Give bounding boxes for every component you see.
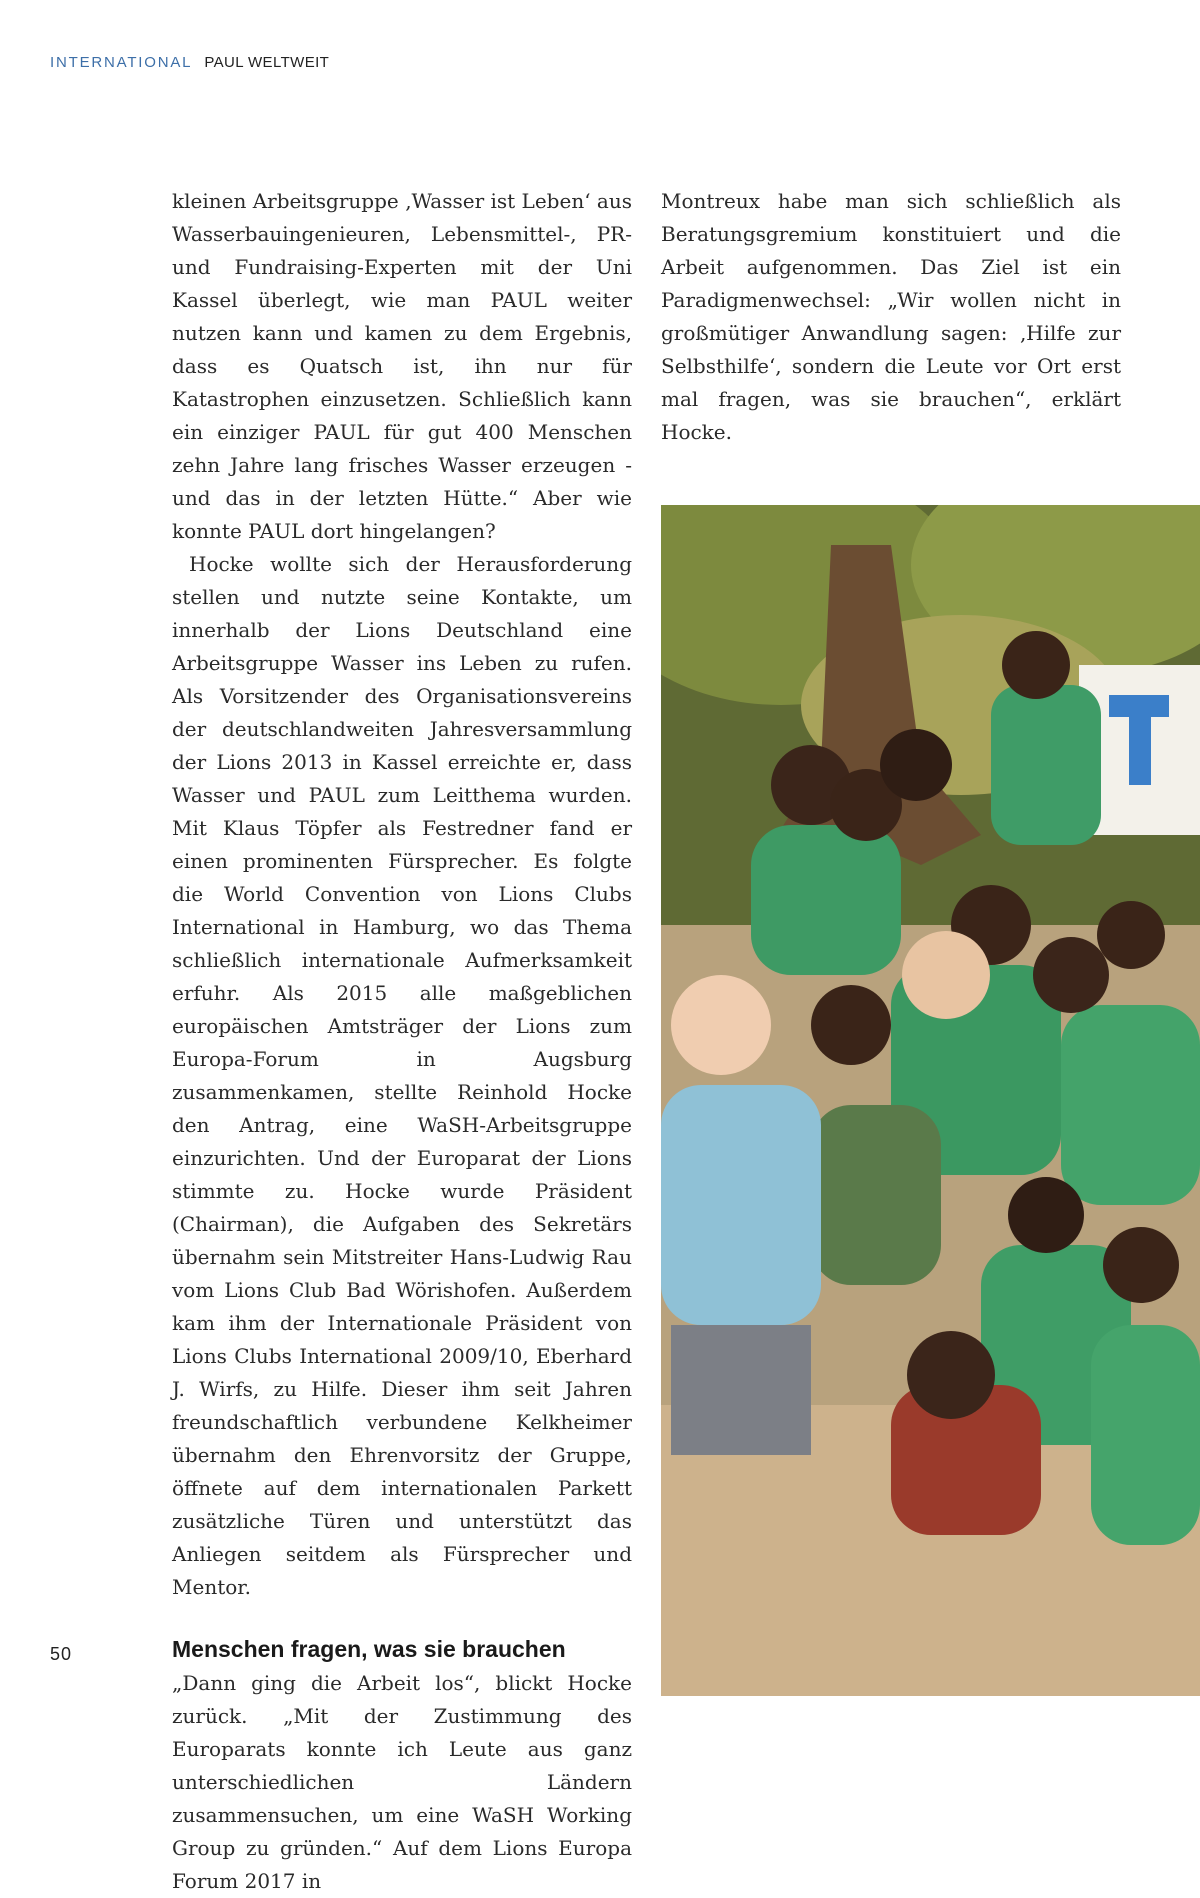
article-paragraph: „Dann ging die Arbeit los“, blickt Hocke zurück. „Mit der Zustimmung des Europarats konnte ich Leute aus ganz unterschiedlichen Ländern zusammensuchen, um eine WaSH Working Group zu gründen.“ Auf dem Lions Europa Forum 2017 in <box>172 1671 632 1893</box>
article-paragraph: Montreux habe man sich schließlich als Beratungsgremium konstituiert und die Arbeit aufgenommen. Das Ziel ist ein Paradigmenwechsel: „Wir wollen nicht in großmütiger Anwandlung sagen: ‚Hilfe zur Selbsthilfe‘, sondern die Leute vor Ort erst mal fragen, was sie brauchen“, erklärt Hocke. <box>661 189 1121 444</box>
section-label: INTERNATIONAL <box>50 54 193 71</box>
article-paragraph: Hocke wollte sich der Herausforderung stellen und nutzte seine Kontakte, um innerhalb der Lions Deutschland eine Arbeitsgruppe Wasser ins Leben zu rufen. Als Vorsitzender des Organisationsvereins der deutschlandweiten Jahresversammlung der Lions 2013 in Kassel erreichte er, dass Wasser und PAUL zum Leitthema wurden. Mit Klaus Töpfer als Festredner fand er einen prominenten Fürsprecher. Es folgte die World Convention von Lions Clubs International in Hamburg, wo das Thema schließlich internationale Aufmerksamkeit erfuhr. Als 2015 alle maßgeblichen europäischen Amtsträger der Lions zum Europa-Forum in Augsburg zusammenkamen, stellte Reinhold Hocke den Antrag, eine WaSH-Arbeitsgruppe einzurichten. Und der Europarat der Lions stimmte zu. Hocke wurde Präsident (Chairman), die Aufgaben des Sekretärs übernahm sein Mitstreiter Hans-Ludwig Rau vom Lions Club Bad Wörishofen. Außerdem kam ihm der Internationale Präsident von Lions Clubs International 2009/10, Eberhard J. Wirfs, zu Hilfe. Dieser ihm seit Jahren freundschaftlich verbundene Kelkheimer übernahm den Ehrenvorsitz der Gruppe, öffnete auf dem internationalen Parkett zusätzliche Türen und unterstützt das Anliegen seitdem als Fürsprecher und Mentor. <box>172 552 632 1599</box>
subsection-label: PAUL WELTWEIT <box>204 54 330 71</box>
children-group-photo <box>661 505 1200 1696</box>
article-subheading: Menschen fragen, was sie brauchen <box>172 1636 566 1662</box>
article-column-right <box>661 185 1121 449</box>
article-paragraph: kleinen Arbeitsgruppe ‚Wasser ist Leben‘ aus Wasserbauingenieuren, Lebensmittel-, PR- und Fundraising-Experten mit der Uni Kassel überlegt, wie man PAUL weiter nutzen kann und kamen zu dem Ergebnis, dass es Quatsch ist, ihn nur für Katastrophen einzusetzen. Schließlich kann ein einziger PAUL für gut 400 Menschen zehn Jahre lang frisches Wasser erzeugen - und das in der letzten Hütte.“ Aber wie konnte PAUL dort hingelangen? <box>172 189 632 543</box>
page-number: 50 <box>50 1644 73 1664</box>
article-column-left <box>172 185 632 1898</box>
running-header <box>50 54 329 71</box>
